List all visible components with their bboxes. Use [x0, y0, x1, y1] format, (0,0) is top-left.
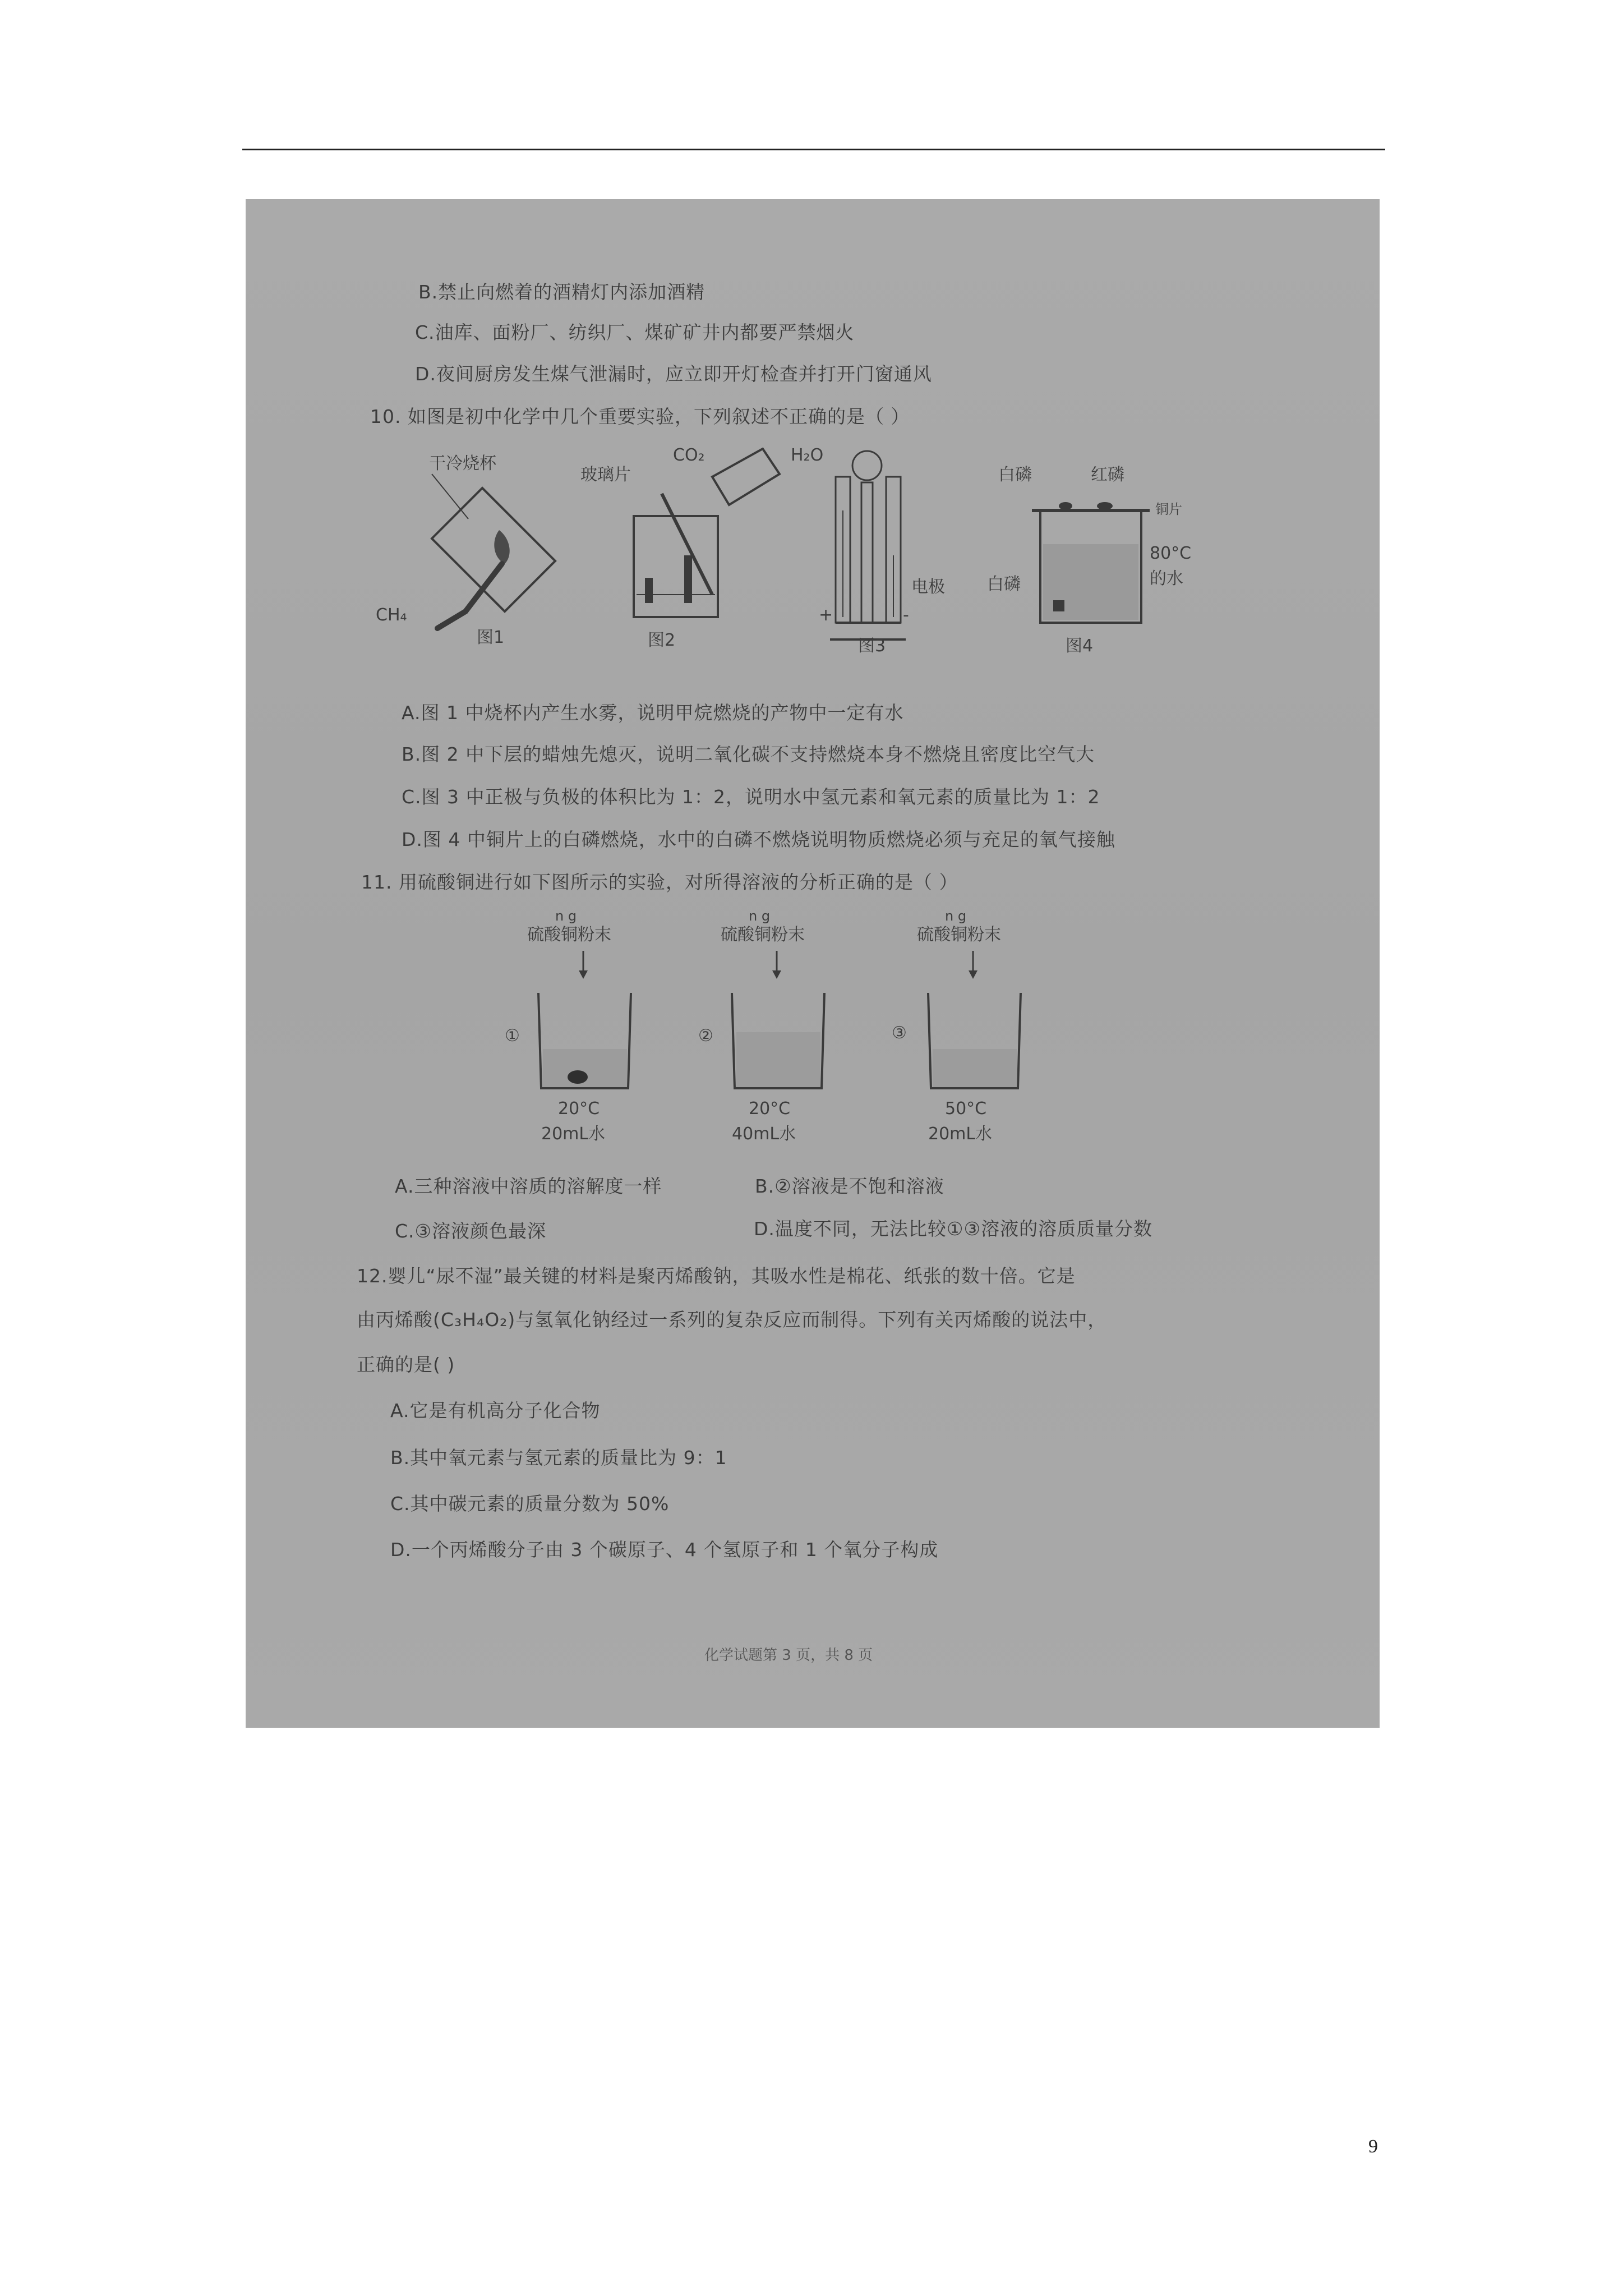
option-11a: A.三种溶液中溶质的溶解度一样: [395, 1175, 662, 1197]
gas-tube: [437, 564, 502, 628]
arrow-icon: [969, 970, 978, 979]
figure-3: [785, 443, 993, 668]
beaker-2-mass: n g: [749, 908, 771, 924]
option-11d: D.温度不同，无法比较①③溶液的溶质质量分数: [754, 1218, 1153, 1240]
figure-1: [370, 443, 572, 662]
option-9c: C.油库、面粉厂、纺织厂、煤矿矿井内都要严禁烟火: [415, 321, 855, 343]
option-11c: C.③溶液颜色最深: [395, 1220, 547, 1242]
fig2-plate-label: 玻璃片: [580, 465, 631, 485]
question-12-line1: 12.婴儿“尿不湿”最关键的材料是聚丙烯酸钠，其吸水性是棉花、纸张的数十倍。它是: [357, 1265, 1076, 1287]
question-10: 10. 如图是初中化学中几个重要实验，下列叙述不正确的是（ ）: [370, 406, 910, 427]
page-number: 9: [1368, 2136, 1378, 2157]
beaker-3-mass: n g: [945, 908, 967, 924]
beaker-1: [494, 909, 684, 1156]
fig1-gas-label: CH₄: [376, 605, 407, 625]
fig3-water-label: H₂O: [791, 445, 824, 465]
beaker-3-temp: 50°C: [945, 1099, 987, 1119]
inverted-beaker: [432, 488, 555, 611]
lower-candle: [645, 578, 653, 603]
figure-2: [580, 443, 785, 662]
tube-middle: [861, 482, 873, 623]
fig4-white-label: 白磷: [998, 465, 1032, 485]
option-10d: D.图 4 中铜片上的白磷燃烧，水中的白磷不燃烧说明物质燃烧必须与充足的氧气接触: [402, 829, 1115, 850]
upper-candle: [684, 555, 692, 603]
white-phosphorus-top: [1059, 502, 1072, 510]
figure-4: [987, 466, 1223, 673]
fig1-beaker-label: 干冷烧杯: [429, 454, 496, 473]
beaker-3: [886, 909, 1077, 1156]
option-12d: D.一个丙烯酸分子由 3 个碳原子、4 个氢原子和 1 个氧分子构成: [390, 1539, 939, 1561]
beaker-1-water: 20mL水: [541, 1124, 606, 1144]
funnel: [852, 451, 882, 480]
fig4-water-label: 的水: [1150, 569, 1183, 588]
fig2-gas-label: CO₂: [673, 445, 705, 465]
fig4-caption: 图4: [1066, 636, 1094, 656]
option-12a: A.它是有机高分子化合物: [390, 1400, 601, 1421]
fig4-copper-label: 铜片: [1155, 501, 1182, 517]
option-12c: C.其中碳元素的质量分数为 50%: [390, 1493, 670, 1515]
fig3-minus: -: [903, 605, 909, 625]
fig4-temp-label: 80°C: [1150, 544, 1192, 563]
header-rule: [242, 149, 1385, 150]
exam-footer: 化学试题第 3 页，共 8 页: [704, 1647, 873, 1664]
fig2-caption: 图2: [648, 631, 676, 650]
beaker-1-temp: 20°C: [558, 1099, 600, 1119]
fig4-white2-label: 白磷: [987, 574, 1021, 594]
beaker-3-powder: 硫酸铜粉末: [917, 925, 1001, 945]
option-10b: B.图 2 中下层的蜡烛先熄灭，说明二氧化碳不支持燃烧本身不燃烧且密度比空气大: [402, 743, 1095, 765]
beaker-3-number: ③: [892, 1023, 907, 1043]
beaker-1-powder: 硫酸铜粉末: [527, 925, 611, 945]
white-phosphorus-water: [1053, 600, 1064, 611]
undissolved-solid: [568, 1070, 588, 1084]
co2-bottle: [712, 449, 780, 505]
fig4-red-label: 红磷: [1091, 465, 1124, 485]
option-10c: C.图 3 中正极与负极的体积比为 1：2，说明水中氢元素和氧元素的质量比为 1：2: [402, 786, 1100, 808]
beaker-2: [690, 909, 880, 1156]
option-12b: B.其中氧元素与氢元素的质量比为 9：1: [390, 1447, 727, 1469]
arrow-icon: [772, 970, 781, 979]
beaker-2-water: 40mL水: [732, 1124, 796, 1144]
fig1-caption: 图1: [477, 628, 505, 647]
question-11: 11. 用硫酸铜进行如下图所示的实验，对所得溶液的分析正确的是（ ）: [361, 871, 958, 893]
option-11b: B.②溶液是不饱和溶液: [755, 1175, 944, 1197]
arrow-icon: [579, 970, 588, 979]
option-9d: D.夜间厨房发生煤气泄漏时，应立即开灯检查并打开门窗通风: [415, 363, 932, 385]
beaker-2-powder: 硫酸铜粉末: [721, 925, 805, 945]
beaker-1-mass: n g: [555, 908, 577, 924]
option-10a: A.图 1 中烧杯内产生水雾，说明甲烷燃烧的产物中一定有水: [402, 702, 904, 724]
option-9b: B.禁止向燃着的酒精灯内添加酒精: [418, 281, 706, 303]
question-12-line3: 正确的是( ): [357, 1354, 455, 1375]
question-12-line2: 由丙烯酸(C₃H₄O₂)与氢氧化钠经过一系列的复杂反应而制得。下列有关丙烯酸的说法中，: [357, 1309, 1107, 1331]
fig3-caption: 图3: [858, 636, 886, 656]
red-phosphorus: [1097, 502, 1113, 510]
fig3-electrode-label: 电极: [911, 577, 945, 597]
fig3-plus: +: [819, 605, 833, 625]
beaker-2-number: ②: [698, 1026, 713, 1046]
beaker-1-number: ①: [505, 1026, 520, 1046]
beaker-3-water: 20mL水: [928, 1124, 993, 1144]
flame-icon: [494, 530, 509, 564]
beaker-2-temp: 20°C: [749, 1099, 791, 1119]
